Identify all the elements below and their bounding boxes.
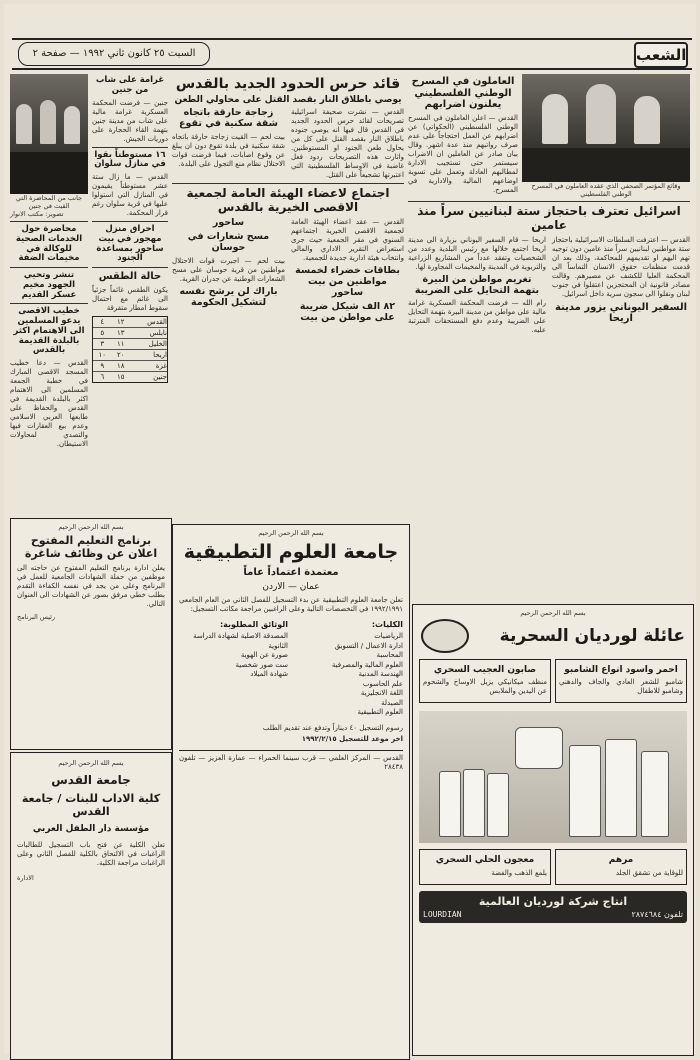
lourdian-brand: عائلة لورديان السحرية (499, 626, 685, 646)
headline-lebanese-detainees: اسرائيل تعترف باحتجاز ستة لبنانيين سراً منذ عامين (417, 204, 681, 232)
weather-row: نابلس ١٣ ٥ (93, 328, 167, 339)
column-middle-right (172, 74, 404, 564)
open-learning-footer: رئيس البرنامج (17, 613, 56, 622)
major-item: الرياضيات (374, 632, 403, 641)
lourdian-phone: تلفون ٢٨٧٤٦٨٤ (631, 909, 683, 919)
major-item: اللغة الانجليزية (360, 689, 403, 698)
ointment-text: للوقاية من تشقق الجلد (615, 868, 683, 877)
photo-caption: وقائع المؤتمر الصحفي الذي عقده العاملون في المسرح الوطني الفلسطيني (531, 182, 681, 198)
article-greek-ambassador: اريحا — قام السفير اليوناني بزيارة الى مدينة اريحا اجتمع خلالها مع رئيس البلدية وعدد من الشخصيات وتفقد عدداً من المشاريع الزراعية والتربوية في المدينة والمخيمات المجاورة لها. (408, 235, 546, 271)
press-conference-photo (522, 74, 690, 182)
article-aqsa-charity: القدس — عقد اعضاء الهيئة العامة لجمعية الاقصى الخيرية اجتماعهم السنوي في مقر الجمعية حيث جرى استعراض التقرير الاداري والمالي وانتخاب هيئة ادارية جديدة للجمعية. (291, 218, 404, 263)
headline-aqsa-preacher: خطيب الاقصى يدعو المسلمين الى الاهتمام اكثر بالبلدة القديمة بالقدس (13, 306, 85, 356)
products-photo (419, 711, 687, 843)
university-contact: القدس — المركز العلمي — قرب سينما الحمراء — عمارة العزيز — تلفون ٢٨٤٣٨ (179, 753, 403, 771)
headline-green-cards: بطاقات خضراء لخمسة مواطنين من بيت ساحور (295, 265, 400, 298)
headline-husan-slogans: مسح شعارات في حوسان (187, 230, 270, 253)
shampoo-title: احمر واسود انواع الشامبو (564, 665, 678, 675)
weather-row: جنين ١٥ ٦ (100, 372, 167, 381)
subheadline-border-police: يوصي باطلاق النار بقصد القتل على محاولي الطعن (174, 95, 402, 106)
article-husan-slogans: بيت لحم — اجبرت قوات الاحتلال مواطنين من قرية حوسان على مسح الشعارات الوطنية عن جدران القرية. (172, 256, 285, 283)
headline-unrwa-lecture: محاضرة حول الخدمات الصحية للوكالة في مخيمات الضفة (15, 224, 83, 264)
article-firebomb: بيت لحم — القيت زجاجة حارقة باتجاه شقة سكنية في بلدة تقوع دون ان يبلغ عن وقوع اصابات، فيما فرضت قوات الاحتلال نظام منع التجول على البلدة. (172, 133, 285, 169)
college-university: جامعة القدس (51, 773, 131, 787)
registration-fees: رسوم التسجيل ٤٠ ديناراً وتدفع عند تقديم الطلب (262, 723, 403, 732)
weather-row: القدس ١٢ ٤ (93, 317, 167, 328)
documents-list (179, 632, 288, 680)
university-advert (172, 524, 410, 1060)
majors-title: الكليات: (371, 620, 403, 629)
weather-row: اريحا ٢٠ ١٠ (93, 350, 167, 361)
newspaper-logo: الشعب (634, 42, 688, 68)
headline-jenin-fine: غرامة على شاب من جنين (95, 75, 165, 95)
university-city: عمان — الاردن (262, 582, 320, 592)
college-subtitle: مؤسسة دار الطفل العربي (32, 824, 150, 835)
weather-row: الخليل ١١ ٣ (93, 339, 167, 350)
weather-table (92, 316, 168, 383)
open-learning-title: برنامج التعليم المفتوح اعلان عن وظائف شاغرة (24, 534, 158, 560)
open-learning-body: يعلن ادارة برنامج التعليم المفتوح عن حاجته الى موظفين من حملة الشهادات الجامعية للعمل في البرنامج وعلى من يجد في نفسه الكفاءة التقدم بطلب خطي مرفق بصور عن الشهادات الى العنوان التالي. (17, 564, 165, 609)
university-intro: تعلن جامعة العلوم التطبيقية عن بدء التسجيل للفصل الثاني من العام الجامعي ١٩٩٢/١٩٩١ في التخصصات التالية وعلى الراغبين مراجعة مكاتب التسجيل: (179, 596, 403, 613)
headline-border-police: قائد حرس الحدود الجديد بالقدس (175, 76, 401, 92)
headline-shekel-tax: ٨٢ الف شيكل ضريبة على مواطن من بيت ساحور (212, 217, 396, 323)
registration-deadline: اخر موعد للتسجيل ١٩٩٢/٢/١٥ (301, 734, 403, 743)
weather-summary: يكون الطقس غائماً جزئياً الى غائم مع احتمال سقوط امطار متفرقة (92, 285, 168, 312)
document-item: ست صور شخصية (235, 660, 288, 669)
major-item: ادارة الاعمال / التسويق (334, 641, 403, 650)
university-bismillah: بسم الله الرحمن الرحيم (258, 529, 324, 537)
article-bireh-tax: رام الله — فرضت المحكمة العسكرية غرامة مالية على مواطن من مدينة البيرة بتهمة التحايل على الضريبة وعدم دفع المستحقات المترتبة عليه. (408, 299, 546, 335)
photo-credit: تصوير: مكتب الانوار (10, 210, 64, 218)
headline-weather: حالة الطقس (98, 271, 162, 283)
column-right (408, 74, 690, 594)
polish-text: يلمع الذهب والفضة (491, 868, 547, 877)
polish-title: معجون الحلي السحري (435, 855, 535, 866)
soap-title: صابون العجيب السحري (433, 665, 537, 675)
masthead (12, 38, 692, 70)
document-item: شهادة الميلاد (250, 670, 288, 679)
headline-silwan-settlers: ١٦ مستوطناً بقوا في منازل سلوان (94, 149, 166, 170)
major-item: الصيدلة (381, 698, 403, 707)
lourdian-logo (421, 619, 469, 653)
article-aqsa-preacher: القدس — دعا خطيب المسجد الاقصى المبارك في خطبة الجمعة المسلمين الى الاهتمام اكثر بالبلدة القديمة في القدس والحفاظ على طابعها العربي الاسلامي وعدم بيع العقارات فيها والتصدي لمحاولات الاستيطان. (10, 359, 88, 449)
polish-box (419, 849, 551, 884)
article-theatre-strike: القدس — اعلن العاملون في المسرح الوطني الفلسطيني (الحكواتي) عن اضرابهم عن العمل احتجاجاً على عدم صرف رواتبهم منذ عدة اشهر. وقال بيان صادر عن العاملين ان الاضراب سيستمر حتى تستجيب الادارة لمطالبهم العادلة وتعمل على تسوية اوضاعهم المالية والادارية في المسرح. (408, 113, 518, 194)
college-advert (10, 752, 172, 1060)
open-learning-advert (10, 518, 172, 750)
article-lebanese-detainees: القدس — اعترفت السلطات الاسرائيلية باحتجاز ستة مواطنين لبنانيين سراً منذ عامين دون توجيه تهم اليهم او تقديمهم للمحاكمة، وذلك بعد ان قدمت منظمات حقوق الانسان التماساً الى المحكمة العليا للكشف عن مصيرهم. وقالت مصادر قانونية ان المحتجزين اعتقلوا في جنوب لبنان ونقلوا الى سجون سرية داخل اسرائيل. (552, 235, 690, 298)
college-body: تعلن الكلية عن فتح باب التسجيل للطالبات الراغبات في الالتحاق بالكلية للفصل الثاني وعلى الراغبات مراجعة الكلية. (17, 840, 165, 867)
major-item: علم الحاسوب (362, 679, 403, 688)
soap-box (419, 659, 551, 703)
shampoo-box (555, 659, 687, 703)
document-item: المصدقة الاصلية لشهادة الدراسة الثانوية (193, 632, 288, 650)
open-learning-bismillah: بسم الله الرحمن الرحيم (58, 523, 124, 531)
soap-text: منظف ميكانيكي يزيل الاوساخ والشحوم عن اليدين والملابس (423, 678, 547, 696)
college-title: كلية الاداب للبنات / جامعة القدس (21, 792, 161, 818)
headline-askar-camp: تنشر وتحيي الجهود مخيم عسكر القديم (21, 270, 77, 300)
article-jenin-fine: جنين — فرضت المحكمة العسكرية غرامة مالية على شاب من مدينة جنين بتهمة القاء الحجارة على دوريات الجيش. (92, 98, 168, 143)
lecture-caption: جانب من المحاضرة التي القيت في جنين (15, 194, 83, 210)
major-item: العلوم المالية والمصرفية (331, 660, 403, 669)
headline-bireh-tax: تغريم مواطن من البيرة بتهمة التحايل على الضريبة (414, 273, 540, 296)
lourdian-latin: LOURDIAN (423, 909, 462, 919)
lourdian-bismillah: بسم الله الرحمن الرحيم (520, 609, 586, 617)
major-item: العلوم التطبيقية (357, 708, 403, 717)
ointment-box (555, 849, 687, 884)
college-bismillah: بسم الله الرحمن الرحيم (58, 759, 124, 767)
headline-aqsa-charity: اجتماع لاعضاء الهيئة العامة لجمعية الاقصى الخيرية بالقدس (186, 186, 390, 215)
headline-barak: باراك لن يرشح نفسه لتشكيل الحكومة (179, 285, 278, 308)
major-item: الهندسة المدنية (358, 670, 403, 679)
lourdian-advert (412, 604, 694, 1056)
lourdian-producer: انتاج شركة لورديان العالمية (478, 894, 628, 908)
ointment-title: مرهم (608, 855, 634, 866)
document-item: صورة عن الهوية (240, 651, 288, 660)
headline-firebomb: زجاجة حارقة باتجاه شقة سكنية في تقوع (179, 107, 278, 130)
university-accreditation: معتمدة اعتماداً عاماً (243, 567, 339, 578)
article-border-police: القدس — نشرت صحيفة اسرائيلية تصريحات لقائد حرس الحدود الجديد في القدس قال فيها انه يوصي جنوده باطلاق النار بقصد القتل على كل من يحاول طعن الجنود او المستوطنين. واثارت هذه التصريحات ردود فعل غاضبة في الاوساط الفلسطينية التي اعتبرتها تشجيعاً على القتل. (291, 108, 404, 180)
headline-greek-ambassador: السفير اليوناني يزور مدينة اريحا (554, 301, 688, 325)
university-name: جامعة العلوم التطبيقية (183, 541, 399, 563)
headline-beit-sahour-fire: احراق منزل مهجور في بيت ساحور بمساعدة الجنود (96, 224, 164, 264)
newspaper-page (4, 4, 696, 1054)
article-silwan-settlers: القدس — ما زال ستة عشر مستوطناً يقيمون في المنازل التي استولوا عليها في قرية سلوان رغم قرار المحكمة. (92, 173, 168, 218)
headline-theatre-strike: العاملون في المسرح الوطني الفلسطيني يعلنون اضرابهم (411, 76, 515, 110)
major-item: المحاسبة (376, 651, 403, 660)
shampoo-text: شامبو للشعر العادي والجاف والدهني وشامبو للاطفال (559, 678, 683, 696)
college-footer: الادارة (17, 873, 34, 882)
issue-date: السبت ٢٥ كانون ثاني ١٩٩٢ — صفحة ٢ (18, 42, 210, 66)
column-left (10, 74, 88, 514)
lecture-photo (10, 74, 88, 194)
documents-title: الوثائق المطلوبة: (219, 620, 288, 629)
weather-row: غزة ١٨ ٩ (93, 361, 167, 372)
majors-list (294, 632, 403, 718)
lourdian-footer (419, 891, 687, 923)
